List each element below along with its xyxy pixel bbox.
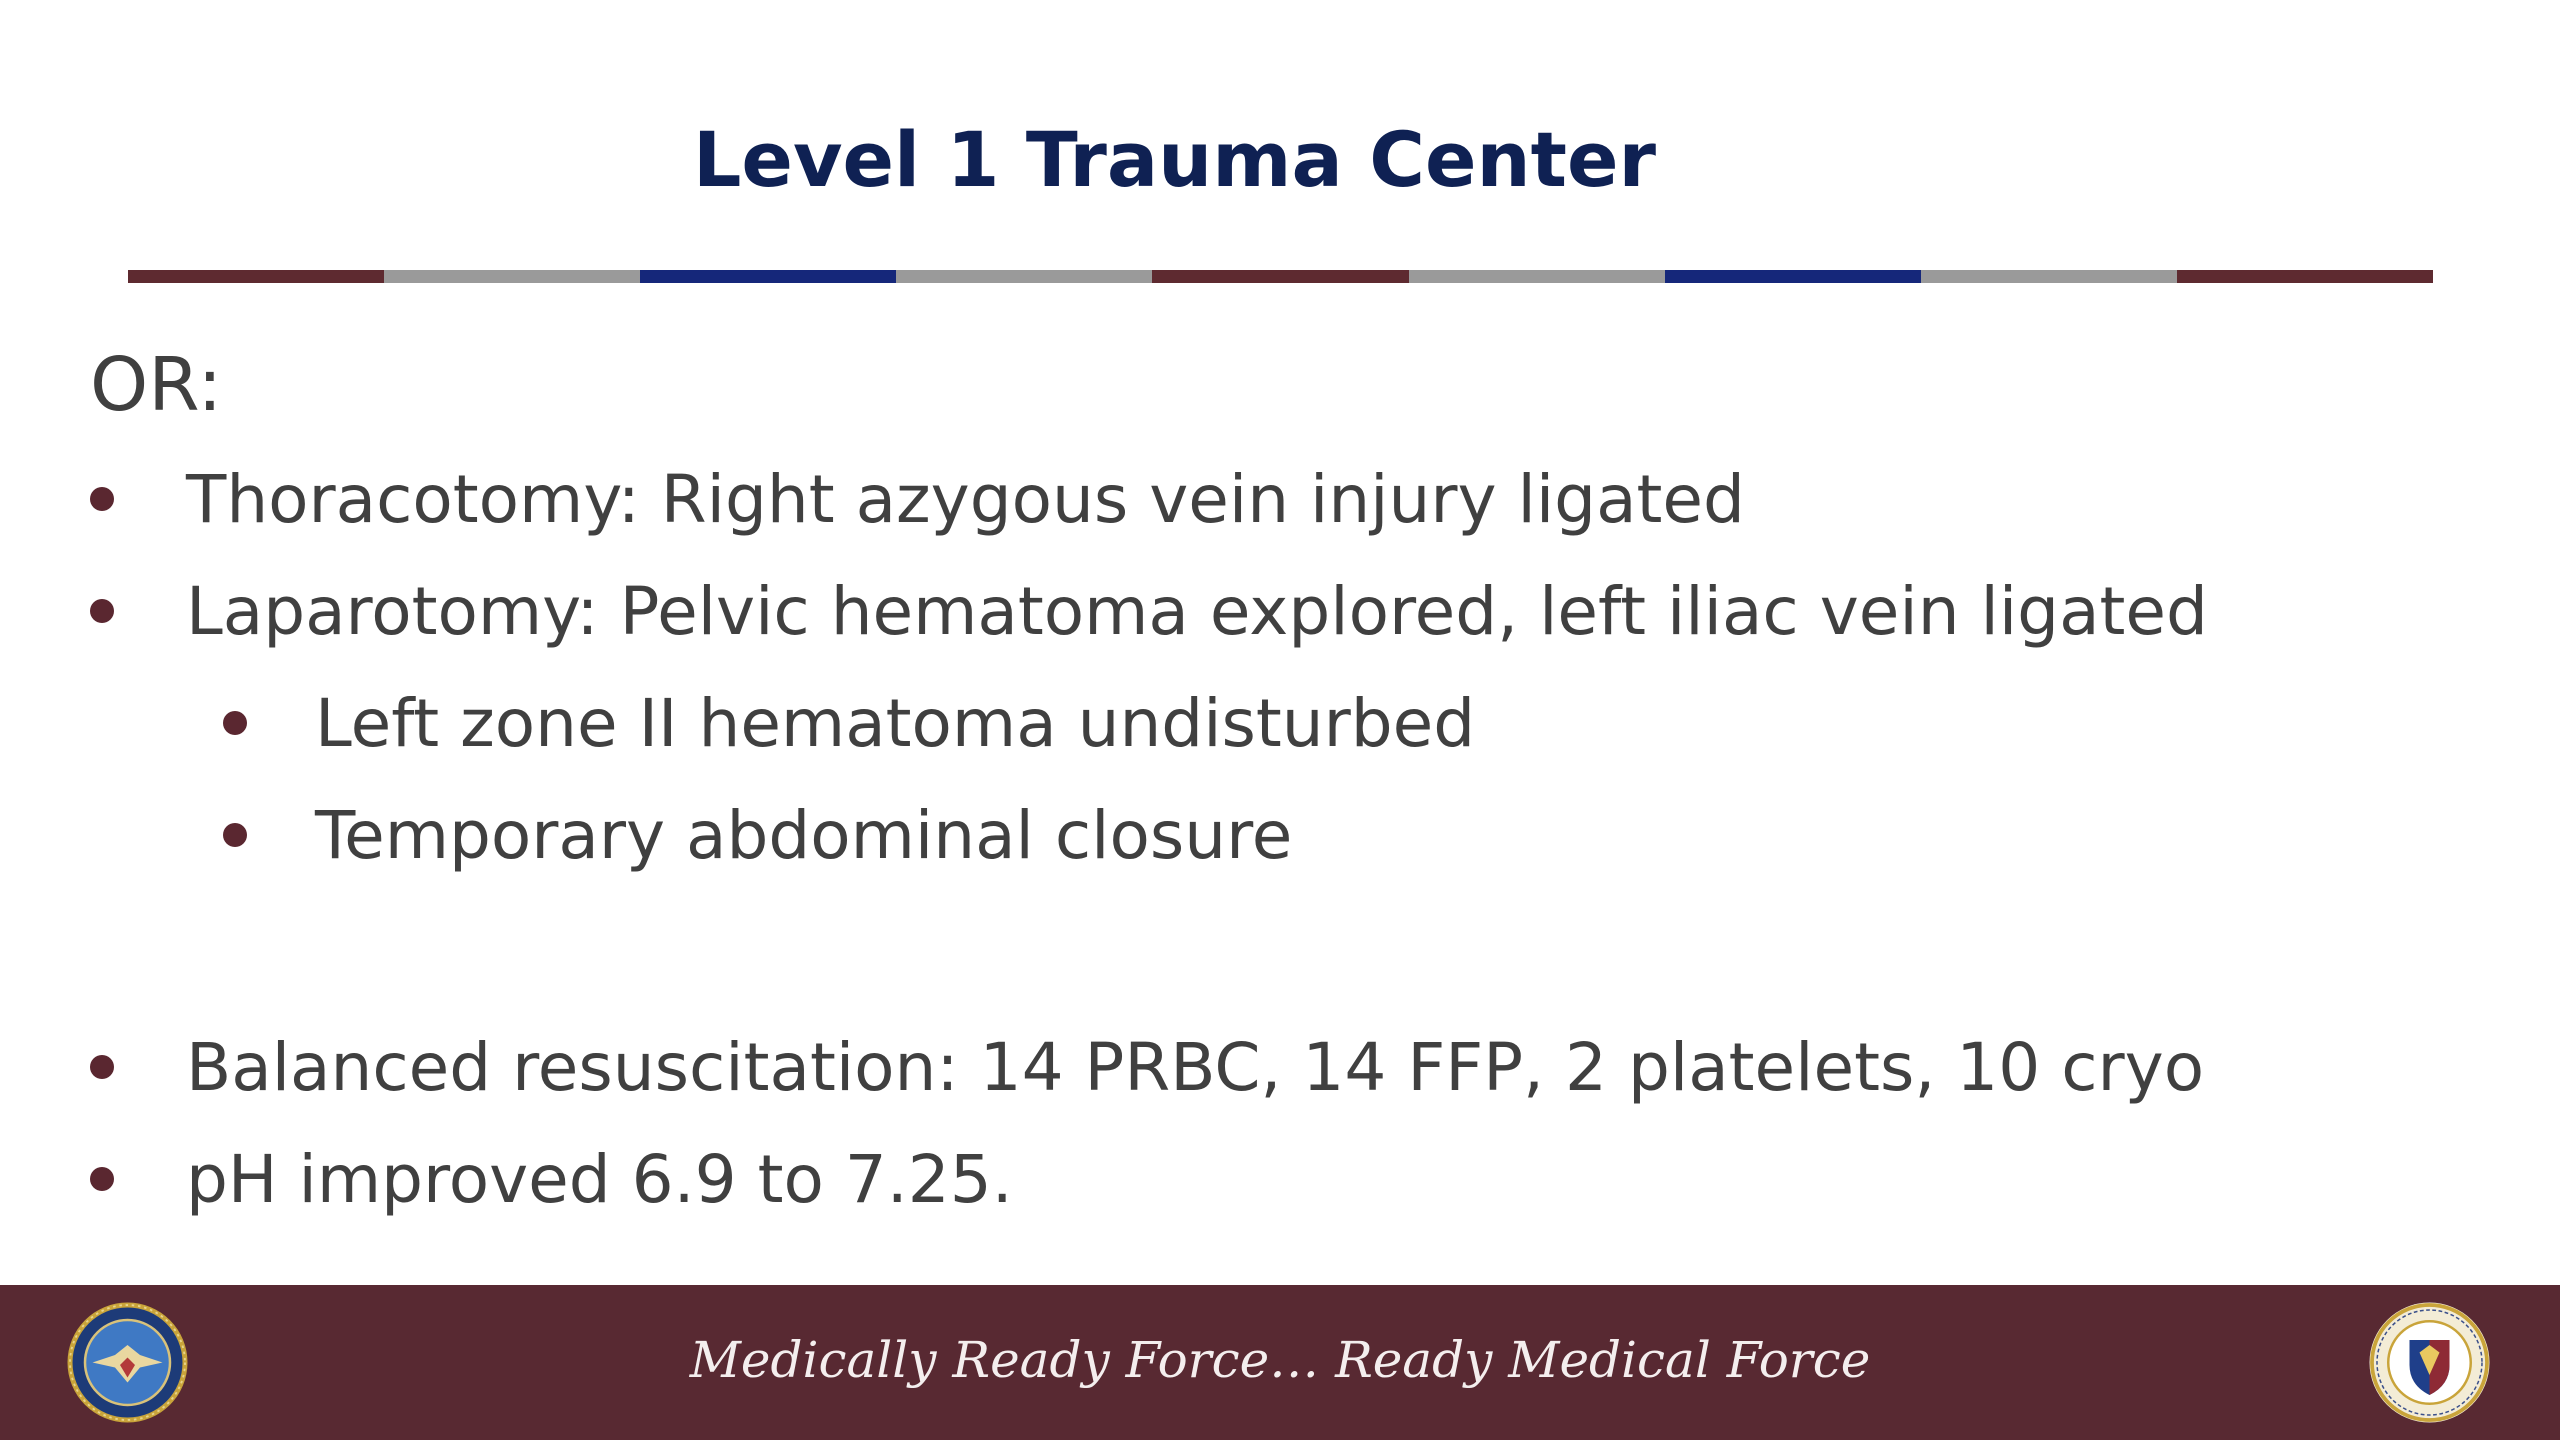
slide-content	[90, 330, 2490, 1236]
bullet-item	[90, 1012, 2490, 1124]
divider-segment	[1665, 270, 1921, 283]
bullet-dot-icon	[223, 711, 247, 735]
bullet-text: Balanced resuscitation: 14 PRBC, 14 FFP, 2 platelets, 10 cryo	[186, 1029, 2205, 1106]
bullet-text: Temporary abdominal closure	[315, 797, 1293, 874]
title-divider	[128, 270, 2433, 283]
spacer	[90, 892, 2490, 1012]
divider-segment	[640, 270, 896, 283]
divider-segment	[896, 270, 1152, 283]
bullet-text: pH improved 6.9 to 7.25.	[186, 1141, 1013, 1218]
sub-bullet-item	[90, 668, 2490, 780]
bullet-text: Thoracotomy: Right azygous vein injury ligated	[186, 461, 1745, 538]
bullet-text: Left zone II hematoma undisturbed	[315, 685, 1476, 762]
divider-segment	[1152, 270, 1408, 283]
bullet-dot-icon	[90, 599, 114, 623]
divider-segment	[1921, 270, 2177, 283]
bullet-item	[90, 444, 2490, 556]
slide-title: Level 1 Trauma Center	[693, 115, 1656, 204]
footer-bar	[0, 1285, 2560, 1440]
bullet-item	[90, 556, 2490, 668]
bullet-dot-icon	[223, 823, 247, 847]
bullet-dot-icon	[90, 1055, 114, 1079]
divider-segment	[1409, 270, 1665, 283]
bullet-text: Laparotomy: Pelvic hematoma explored, left iliac vein ligated	[186, 573, 2208, 650]
footer-tagline: Medically Ready Force… Ready Medical Force	[689, 1331, 1871, 1389]
sub-bullet-item	[90, 780, 2490, 892]
divider-segment	[2177, 270, 2433, 283]
section-heading: OR:	[90, 342, 223, 428]
divider-segment	[128, 270, 384, 283]
bullet-dot-icon	[90, 1167, 114, 1191]
uniformed-services-seal-icon	[2367, 1300, 2492, 1425]
bullet-dot-icon	[90, 487, 114, 511]
divider-segment	[384, 270, 640, 283]
bullet-item	[90, 1124, 2490, 1236]
